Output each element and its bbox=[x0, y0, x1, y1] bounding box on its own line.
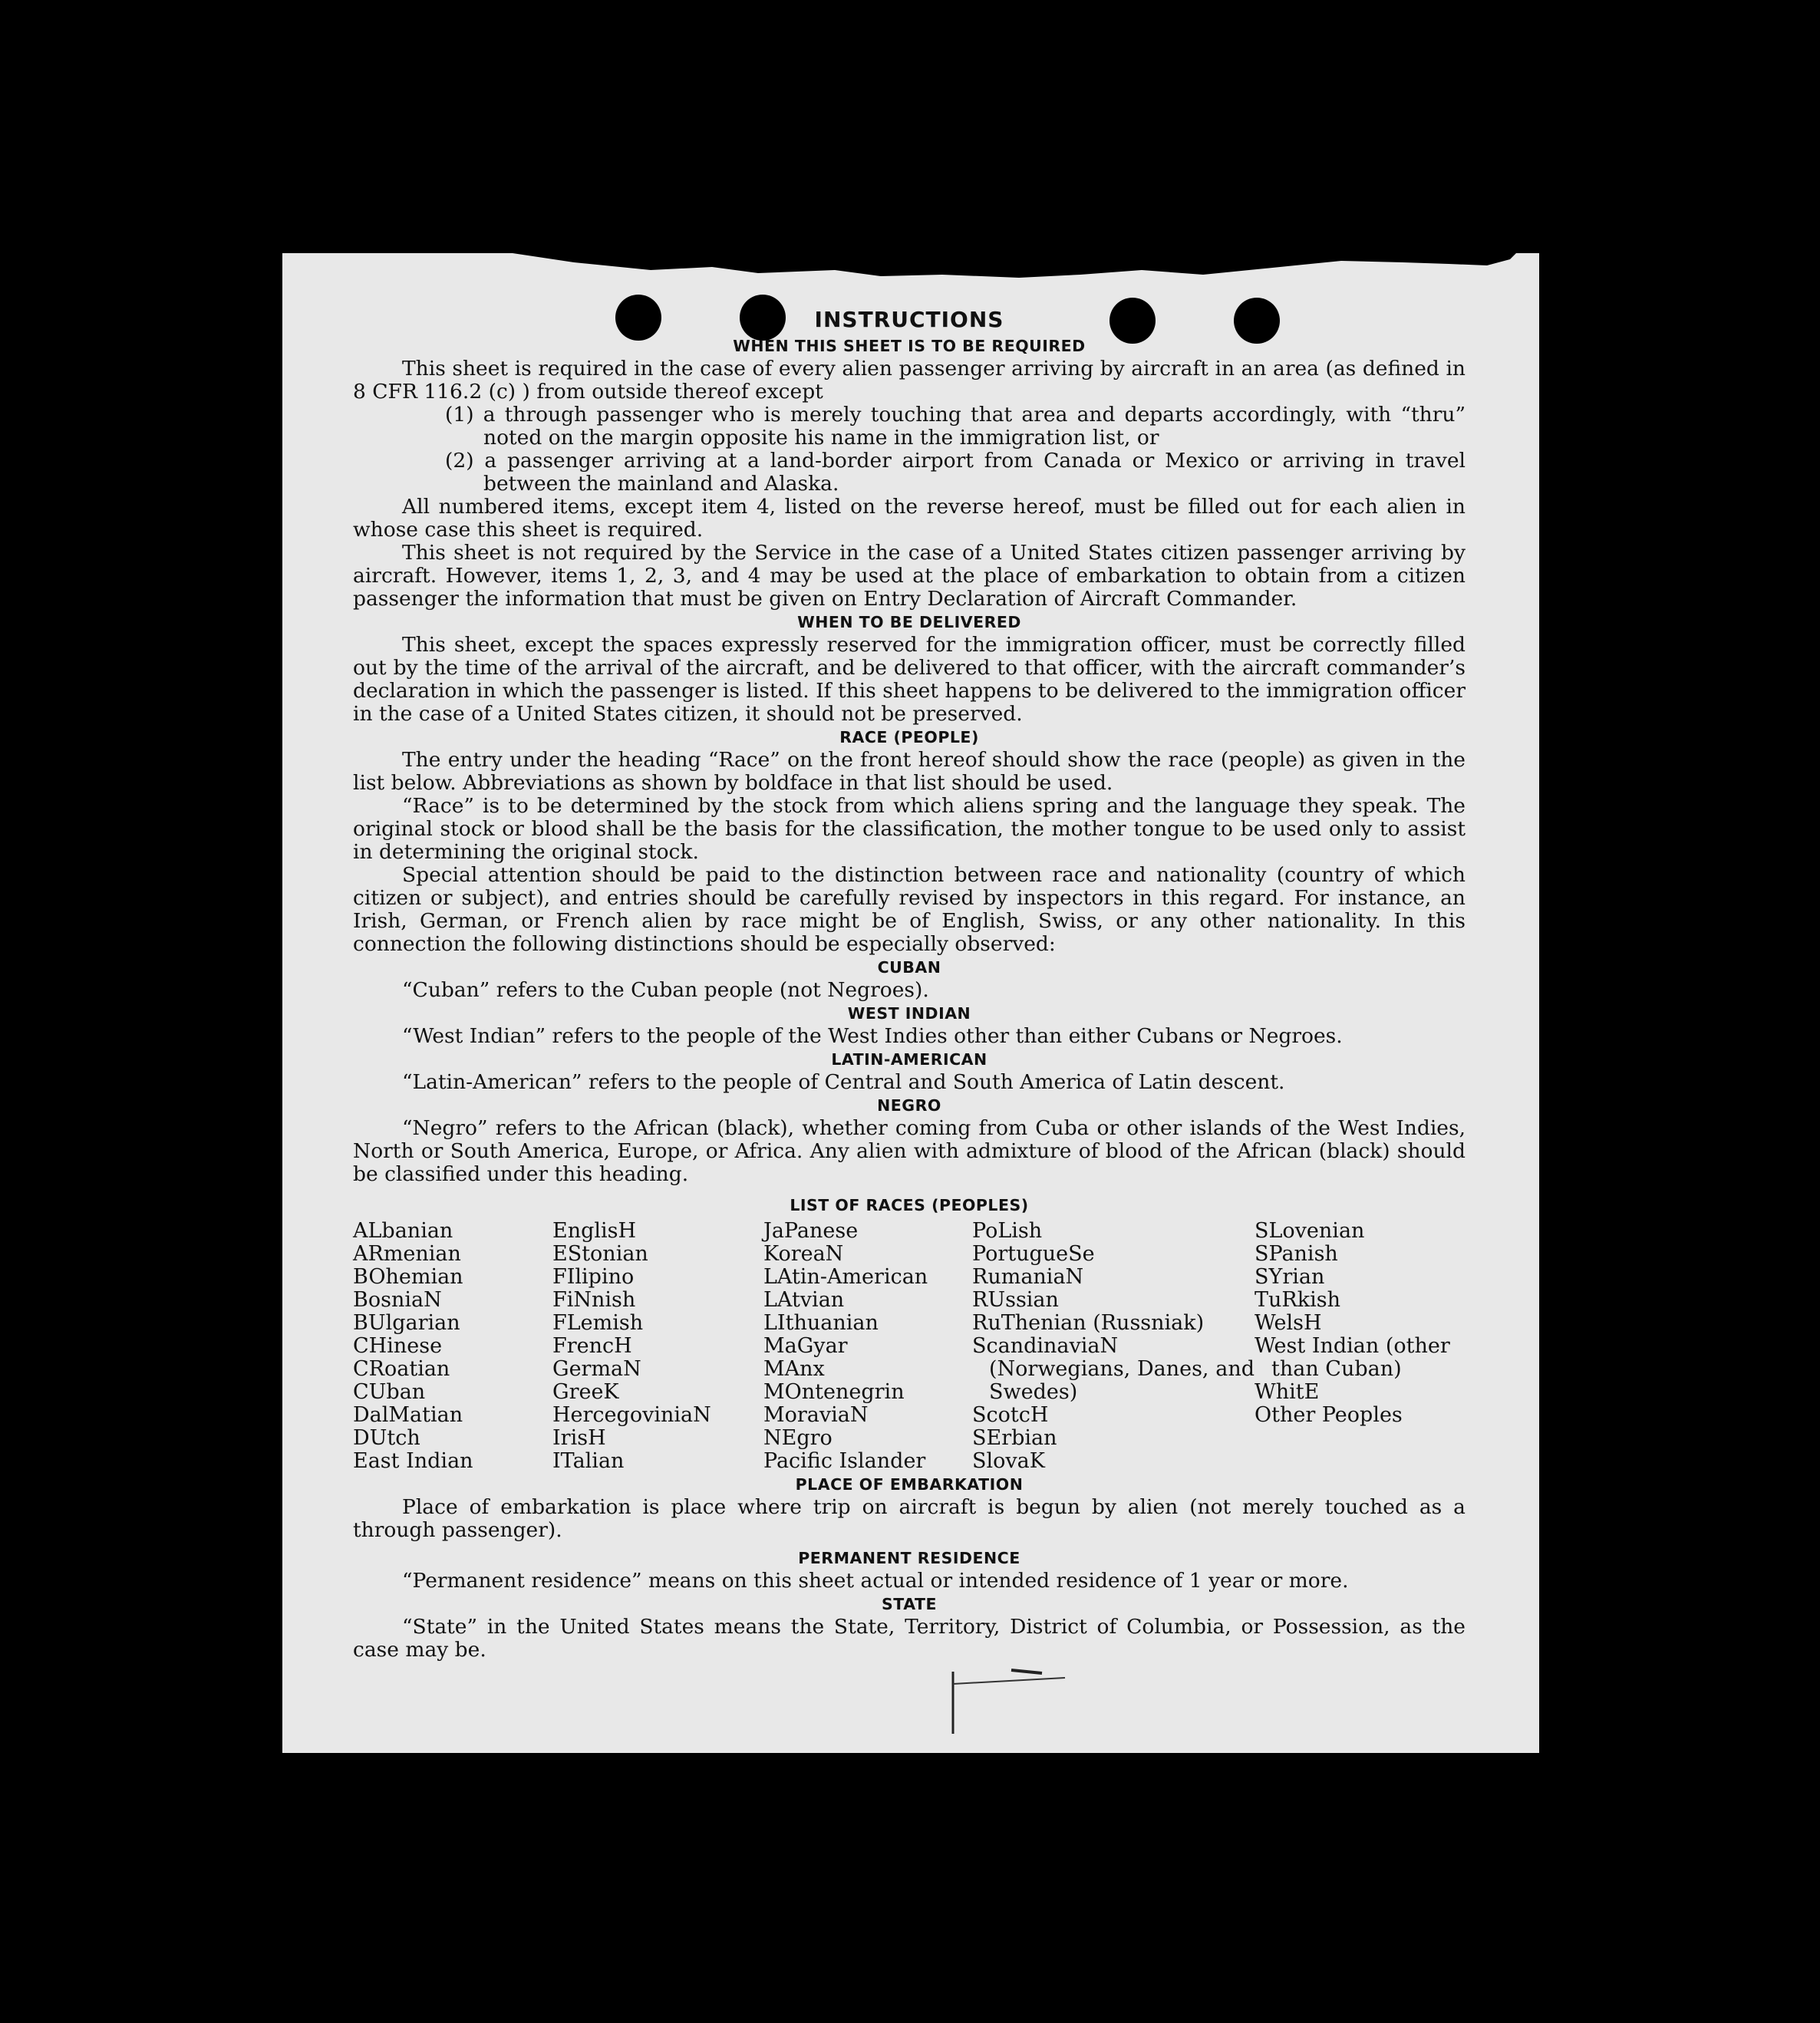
race-item: CHinese bbox=[353, 1334, 443, 1358]
section-heading: NEGRO bbox=[877, 1096, 941, 1115]
race-item: RUssian bbox=[972, 1288, 1059, 1312]
race-item: WhitE bbox=[1255, 1380, 1320, 1404]
race-item: MAnx bbox=[763, 1357, 825, 1381]
race-item: MOntenegrin bbox=[763, 1380, 905, 1404]
race-item: WelsH bbox=[1255, 1311, 1322, 1335]
race-column bbox=[972, 1220, 1255, 1473]
race-item: BUlgarian bbox=[353, 1311, 460, 1335]
race-item: JaPanese bbox=[763, 1219, 859, 1243]
list-item: (1) a through passenger who is merely touching that area and departs accordingly, with “thru” noted on the margin opposite his name in the immigration list, or bbox=[445, 403, 1466, 450]
race-item: FIlipino bbox=[552, 1265, 635, 1289]
race-item: SLovenian bbox=[1255, 1219, 1365, 1243]
race-item: PortugueSe bbox=[972, 1242, 1095, 1266]
race-list bbox=[353, 1220, 1466, 1473]
section-heading: WHEN TO BE DELIVERED bbox=[797, 613, 1021, 631]
paragraph: “Negro” refers to the African (black), whether coming from Cuba or other islands of the West Indies, North or South America, Europe, or Africa. Any alien with admixture of blood of the African (black) should be classified under this heading. bbox=[353, 1116, 1466, 1186]
race-item: SYrian bbox=[1255, 1265, 1325, 1289]
race-item: DUtch bbox=[353, 1426, 420, 1450]
section-heading: STATE bbox=[882, 1595, 937, 1613]
race-item: SPanish bbox=[1255, 1242, 1338, 1266]
race-item: EStonian bbox=[552, 1242, 648, 1266]
paragraph: This sheet is required in the case of every alien passenger arriving by aircraft in an area (as defined in 8 CFR 116.2 (c) ) from outside thereof except bbox=[353, 357, 1466, 404]
paragraph: “Cuban” refers to the Cuban people (not Negroes). bbox=[402, 978, 929, 1002]
paragraph: “Latin-American” refers to the people of Central and South America of Latin descent. bbox=[402, 1070, 1285, 1094]
race-item: LAtvian bbox=[763, 1288, 845, 1312]
race-item: ScandinaviaN (Norwegians, Danes, and Swedes) bbox=[972, 1334, 1255, 1404]
page-title: INSTRUCTIONS bbox=[814, 307, 1004, 332]
race-item: ITalian bbox=[552, 1449, 625, 1473]
paragraph: This sheet is not required by the Service in the case of a United States citizen passenger arriving by aircraft. However, items 1, 2, 3, and 4 may be used at the place of embarkation to obtain from a citizen passenger the information that must be given on Entry Declaration of Aircraft Commander. bbox=[353, 541, 1466, 611]
torn-top-edge bbox=[282, 247, 1539, 278]
race-item: CUban bbox=[353, 1380, 426, 1404]
race-item: IrisH bbox=[552, 1426, 606, 1450]
paragraph: Place of embarkation is place where trip on aircraft is begun by alien (not merely touched as a through passenger). bbox=[353, 1495, 1466, 1542]
race-item: FLemish bbox=[552, 1311, 644, 1335]
race-column bbox=[763, 1220, 972, 1473]
race-item: East Indian bbox=[353, 1449, 473, 1473]
race-item: West Indian (other than Cuban) bbox=[1255, 1334, 1450, 1381]
paragraph: This sheet, except the spaces expressly reserved for the immigration officer, must be correctly filled out by the time of the arrival of the aircraft, and be delivered to that officer, with the aircraft commander’s declaration in which the passenger is listed. If this sheet happens to be delivered to the immigration officer in the case of a United States citizen, it should not be preserved. bbox=[353, 633, 1466, 726]
section-heading: PERMANENT RESIDENCE bbox=[798, 1549, 1020, 1567]
section-heading: PLACE OF EMBARKATION bbox=[795, 1475, 1024, 1494]
race-item: SlovaK bbox=[972, 1449, 1045, 1473]
race-item: SErbian bbox=[972, 1426, 1057, 1450]
race-item: RuThenian (Russniak) bbox=[972, 1311, 1205, 1335]
section-heading: LATIN-AMERICAN bbox=[831, 1050, 987, 1069]
race-item: ARmenian bbox=[353, 1242, 461, 1266]
race-item: GermaN bbox=[552, 1357, 641, 1381]
race-item: Pacific Islander bbox=[763, 1449, 926, 1473]
paragraph: Special attention should be paid to the distinction between race and nationality (country of which citizen or subject), and entries should be carefully revised by inspectors in this regard. For instance, an Irish, German, or French alien by race might be of English, Swiss, or any other nationality. In this connection the following distinctions should be especially observed: bbox=[353, 863, 1466, 956]
section-heading: WEST INDIAN bbox=[847, 1004, 971, 1023]
paragraph: “West Indian” refers to the people of the West Indies other than either Cubans or Negroes. bbox=[402, 1024, 1343, 1048]
paragraph: “State” in the United States means the State, Territory, District of Columbia, or Possession, as the case may be. bbox=[353, 1615, 1466, 1662]
race-item: MaGyar bbox=[763, 1334, 848, 1358]
race-item: RumaniaN bbox=[972, 1265, 1084, 1289]
document-sheet bbox=[282, 253, 1539, 1753]
section-heading: RACE (PEOPLE) bbox=[839, 728, 979, 746]
race-item: MoraviaN bbox=[763, 1403, 869, 1427]
race-item: CRoatian bbox=[353, 1357, 450, 1381]
handwritten-mark bbox=[950, 1669, 1073, 1738]
paragraph: “Race” is to be determined by the stock from which aliens spring and the language they speak. The original stock or blood shall be the basis for the classification, the mother tongue to be used only to assist in determining the original stock. bbox=[353, 794, 1466, 864]
race-item: PoLish bbox=[972, 1219, 1043, 1243]
race-column bbox=[552, 1220, 763, 1473]
race-item: LAtin-American bbox=[763, 1265, 928, 1289]
race-column bbox=[1255, 1220, 1466, 1473]
race-item: ALbanian bbox=[353, 1219, 453, 1243]
race-item: FrencH bbox=[552, 1334, 632, 1358]
race-item: DalMatian bbox=[353, 1403, 463, 1427]
section-heading: LIST OF RACES (PEOPLES) bbox=[790, 1196, 1029, 1214]
race-column bbox=[353, 1220, 552, 1473]
race-item: Other Peoples bbox=[1255, 1403, 1403, 1427]
race-item: KoreaN bbox=[763, 1242, 844, 1266]
paragraph: The entry under the heading “Race” on the front hereof should show the race (people) as given in the list below. Abbreviations as shown by boldface in that list should be used. bbox=[353, 748, 1466, 795]
section-heading: WHEN THIS SHEET IS TO BE REQUIRED bbox=[733, 337, 1086, 355]
instructions-content bbox=[353, 308, 1466, 1662]
section-heading: CUBAN bbox=[877, 958, 941, 977]
race-item: HercegoviniaN bbox=[552, 1403, 711, 1427]
list-item: (2) a passenger arriving at a land-border airport from Canada or Mexico or arriving in travel between the mainland and Alaska. bbox=[445, 449, 1466, 496]
race-item: GreeK bbox=[552, 1380, 619, 1404]
race-item: BosniaN bbox=[353, 1288, 442, 1312]
race-item: FiNnish bbox=[552, 1288, 636, 1312]
paragraph: “Permanent residence” means on this sheet actual or intended residence of 1 year or more. bbox=[402, 1569, 1349, 1593]
race-item: NEgro bbox=[763, 1426, 833, 1450]
race-item: ScotcH bbox=[972, 1403, 1049, 1427]
race-item: EnglisH bbox=[552, 1219, 637, 1243]
race-item: BOhemian bbox=[353, 1265, 463, 1289]
race-item: TuRkish bbox=[1255, 1288, 1340, 1312]
paragraph: All numbered items, except item 4, listed on the reverse hereof, must be filled out for each alien in whose case this sheet is required. bbox=[353, 495, 1466, 542]
race-item: LIthuanian bbox=[763, 1311, 879, 1335]
